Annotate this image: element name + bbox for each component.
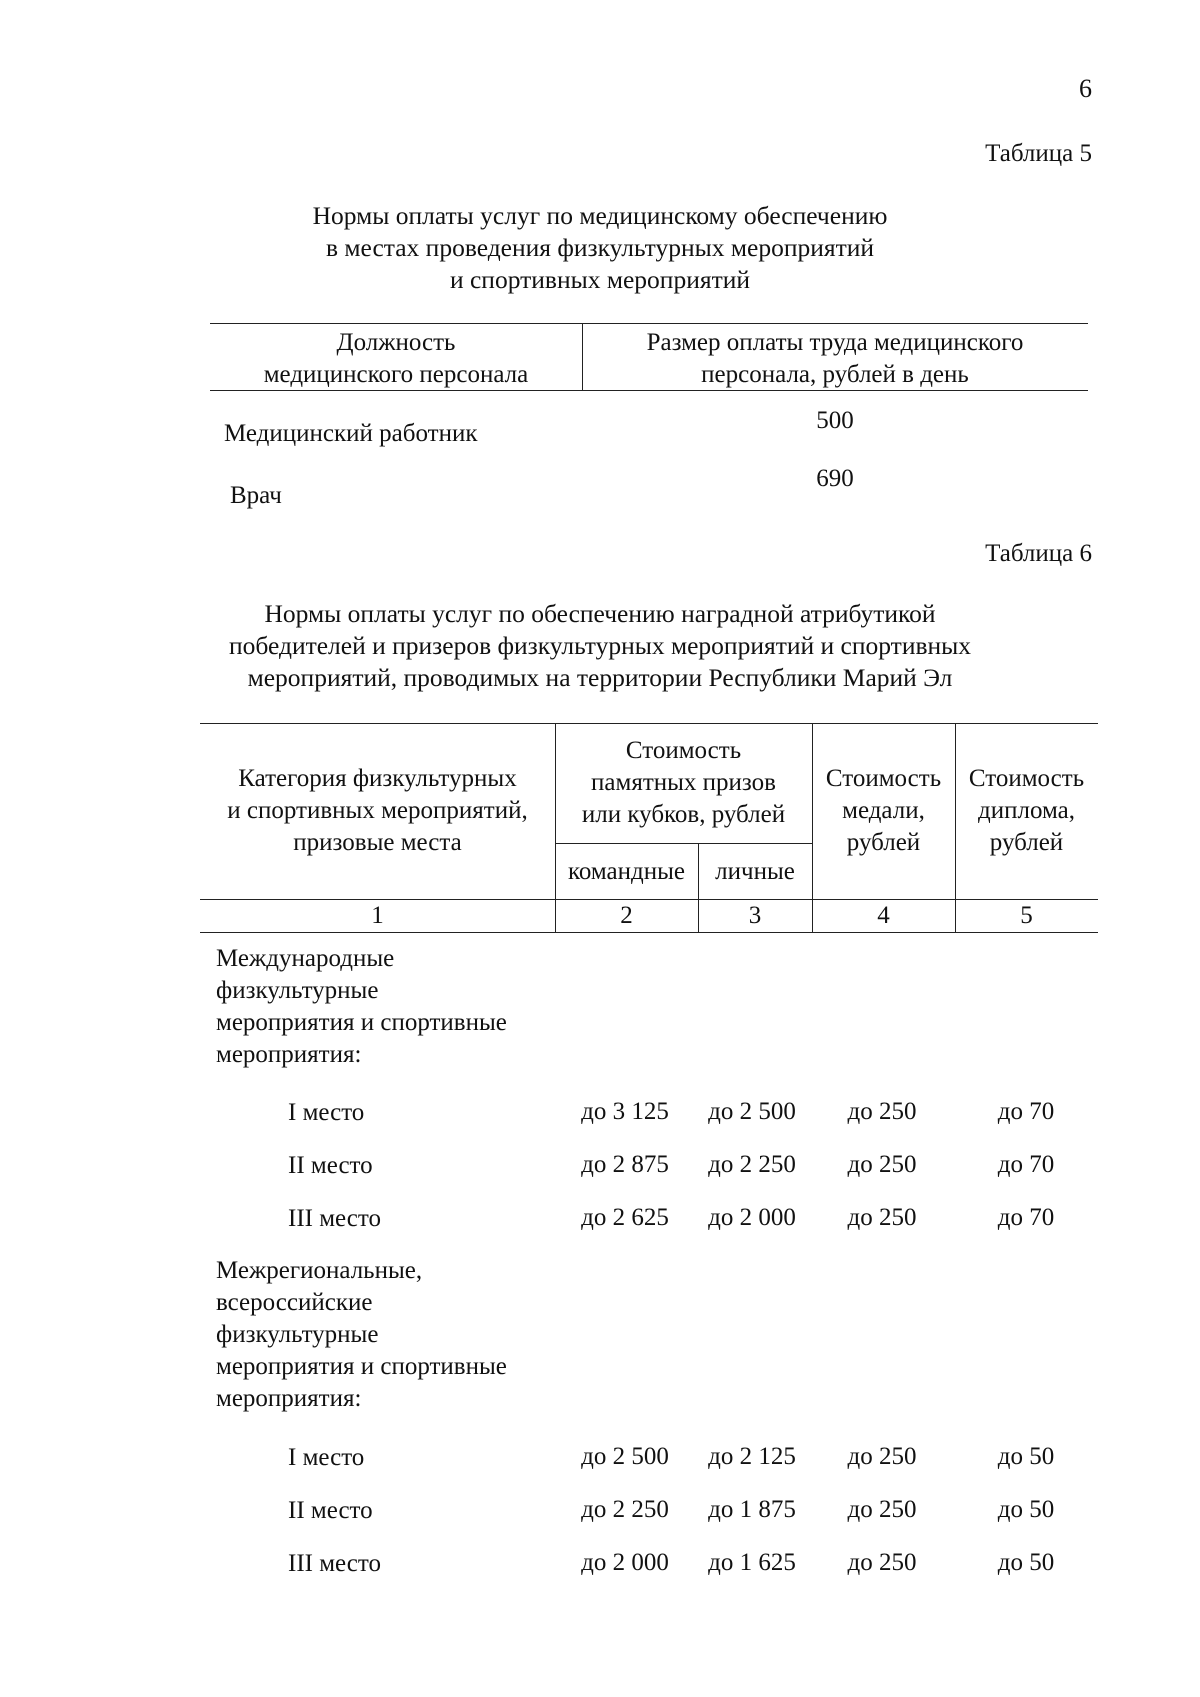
group-title-line: Международные <box>216 945 395 972</box>
header-line: рублей <box>846 829 921 856</box>
medal-value: до 250 <box>847 1549 917 1576</box>
table6-prize-subrule <box>555 843 812 844</box>
table5-top-rule <box>210 323 1088 324</box>
header-line: Размер оплаты труда медицинского <box>646 329 1024 356</box>
header-line: рублей <box>989 829 1064 856</box>
place-label: III место <box>288 1205 381 1232</box>
table6-title <box>150 598 1050 694</box>
table5-header-payment <box>582 327 1088 391</box>
table5-row-position: Врач <box>230 482 282 509</box>
header-line: или кубков, рублей <box>581 801 786 828</box>
header-line: Должность <box>336 329 456 356</box>
medal-value: до 250 <box>847 1098 917 1125</box>
header-line: медали, <box>842 797 925 824</box>
column-number: 1 <box>371 902 384 929</box>
team-value: до 2 625 <box>581 1204 669 1231</box>
group-title <box>216 943 507 1071</box>
group-title-line: физкультурные <box>216 1321 379 1348</box>
team-value: до 2 500 <box>581 1443 669 1470</box>
group-title-line: Межрегиональные, <box>216 1257 423 1284</box>
team-value: до 2 000 <box>581 1549 669 1576</box>
header-line: памятных призов <box>591 769 776 796</box>
table5-title-line: и спортивных мероприятий <box>449 265 751 294</box>
medal-value: до 250 <box>847 1443 917 1470</box>
table5-row-payment: 500 <box>816 407 854 434</box>
place-label: I место <box>288 1099 365 1126</box>
table6-label: Таблица 6 <box>985 540 1092 567</box>
team-value: до 2 875 <box>581 1151 669 1178</box>
table5-title <box>150 200 1050 296</box>
header-line: призовые места <box>293 829 462 856</box>
table6-header-category <box>200 763 555 859</box>
table6-top-rule <box>200 723 1098 724</box>
medal-value: до 250 <box>847 1204 917 1231</box>
table5-title-line: в местах проведения физкультурных мероприятий <box>325 233 875 262</box>
header-line: диплома, <box>978 797 1075 824</box>
header-line: Категория физкультурных <box>238 765 517 792</box>
page-number: 6 <box>1079 74 1092 103</box>
header-line: Стоимость <box>625 737 742 764</box>
table6-header-medal <box>812 763 955 859</box>
table5-label: Таблица 5 <box>985 140 1092 167</box>
place-label: III место <box>288 1550 381 1577</box>
table6-title-line: мероприятий, проводимых на территории Республики Марий Эл <box>247 663 953 692</box>
table5-title-line: Нормы оплаты услуг по медицинскому обеспечению <box>312 201 888 230</box>
medal-value: до 250 <box>847 1496 917 1523</box>
column-number: 3 <box>748 902 762 929</box>
personal-value: до 2 500 <box>708 1098 796 1125</box>
diploma-value: до 70 <box>997 1204 1055 1231</box>
table6-title-line: Нормы оплаты услуг по обеспечению наградной атрибутикой <box>264 599 936 628</box>
diploma-value: до 50 <box>997 1496 1055 1523</box>
header-line: и спортивных мероприятий, <box>227 797 528 824</box>
personal-value: до 1 875 <box>708 1496 796 1523</box>
group-title-line: мероприятия и спортивные <box>216 1009 507 1036</box>
place-label: I место <box>288 1444 365 1471</box>
table6-header-team: командные <box>567 858 686 885</box>
table6-header-diploma <box>955 763 1098 859</box>
header-line: Стоимость <box>825 765 942 792</box>
table6-header-personal: личные <box>715 858 795 885</box>
header-line: Стоимость <box>968 765 1085 792</box>
team-value: до 3 125 <box>581 1098 669 1125</box>
table5-row-position: Медицинский работник <box>224 420 478 447</box>
table5-header-position <box>210 327 582 391</box>
column-number: 2 <box>620 902 633 929</box>
place-label: II место <box>288 1497 373 1524</box>
diploma-value: до 50 <box>997 1549 1055 1576</box>
personal-value: до 1 625 <box>708 1549 796 1576</box>
header-line: персонала, рублей в день <box>701 361 969 388</box>
group-title-line: мероприятия и спортивные <box>216 1353 507 1380</box>
column-number: 4 <box>877 902 890 929</box>
group-title-line: мероприятия: <box>216 1385 362 1412</box>
group-title-line: всероссийские <box>216 1289 373 1316</box>
diploma-value: до 70 <box>997 1098 1055 1125</box>
table6-number-row-rule <box>200 932 1098 933</box>
table6-title-line: победителей и призеров физкультурных мероприятий и спортивных <box>228 631 972 660</box>
personal-value: до 2 250 <box>708 1151 796 1178</box>
group-title <box>216 1255 507 1415</box>
table6-header-prizes <box>555 735 812 831</box>
header-line: медицинского персонала <box>263 361 529 388</box>
table5-row-payment: 690 <box>816 465 854 492</box>
medal-value: до 250 <box>847 1151 917 1178</box>
column-number: 5 <box>1020 902 1033 929</box>
personal-value: до 2 125 <box>708 1443 796 1470</box>
team-value: до 2 250 <box>581 1496 669 1523</box>
diploma-value: до 50 <box>997 1443 1055 1470</box>
group-title-line: физкультурные <box>216 977 379 1004</box>
diploma-value: до 70 <box>997 1151 1055 1178</box>
group-title-line: мероприятия: <box>216 1041 362 1068</box>
personal-value: до 2 000 <box>708 1204 796 1231</box>
place-label: II место <box>288 1152 373 1179</box>
